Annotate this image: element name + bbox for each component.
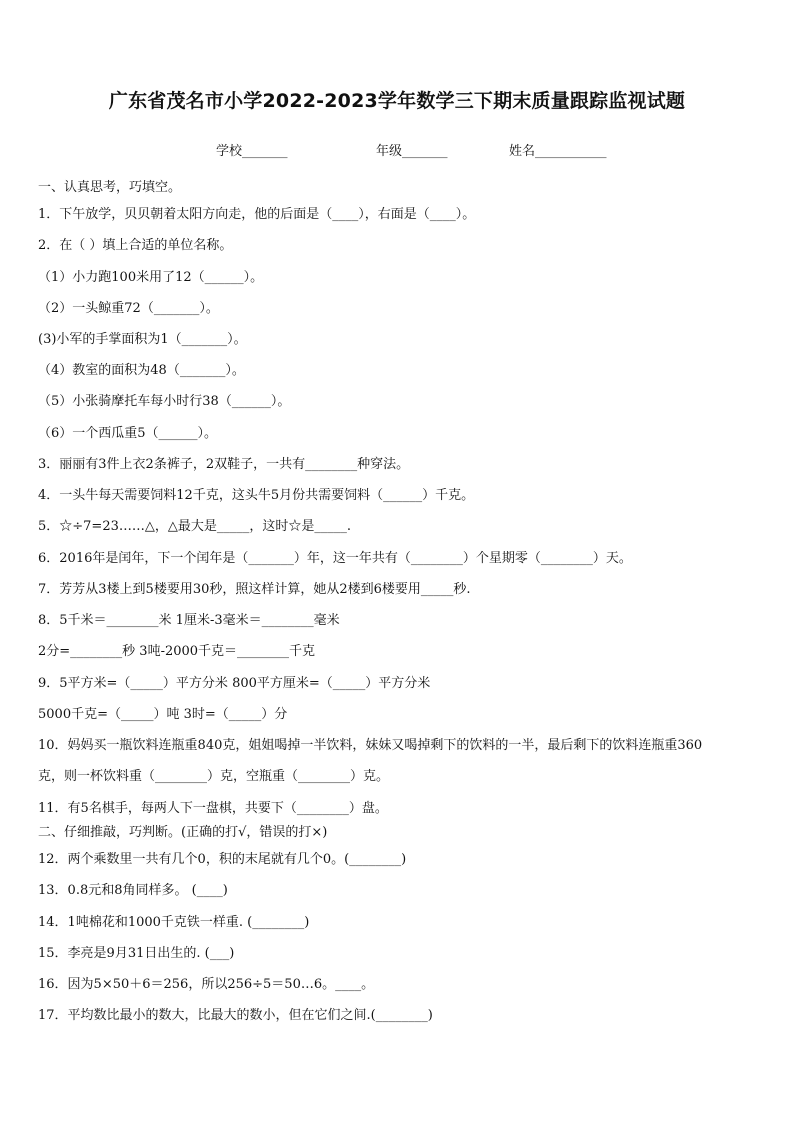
question-8-row-2: 2分=________秒 3吨-2000千克＝________千克 — [38, 644, 316, 659]
question-13: 13．0.8元和8角同样多。 (____) — [38, 883, 228, 898]
question-16: 16．因为5×50＋6＝256，所以256÷5＝50…6。____。 — [38, 977, 375, 992]
question-2-sub-4: （4）教室的面积为48（_______）。 — [38, 363, 245, 378]
section-heading-fill: 一、认真思考，巧填空。 — [38, 180, 182, 195]
question-7: 7．芳芳从3楼上到5楼要用30秒，照这样计算，她从2楼到6楼要用_____秒. — [38, 582, 471, 597]
question-2: 2．在（ ）填上合适的单位名称。 — [38, 238, 233, 253]
question-3: 3．丽丽有3件上衣2条裤子，2双鞋子，一共有________种穿法。 — [38, 457, 410, 472]
school-field: 学校_______ — [216, 144, 288, 159]
question-2-sub-2: （2）一头鲸重72（_______）。 — [38, 301, 219, 316]
question-2-sub-3: (3)小军的手掌面积为1（_______）。 — [38, 332, 247, 347]
question-17: 17．平均数比最小的数大，比最大的数小，但在它们之间.(________) — [38, 1008, 433, 1023]
question-2-sub-5: （5）小张骑摩托车每小时行38（______）。 — [38, 394, 291, 409]
question-4: 4．一头牛每天需要饲料12千克，这头牛5月份共需要饲料（______）千克。 — [38, 488, 475, 503]
question-10-line-2: 克，则一杯饮料重（________）克，空瓶重（________）克。 — [38, 769, 390, 784]
question-14: 14．1吨棉花和1000千克铁一样重. (________) — [38, 915, 310, 930]
question-9-row-1: 9．5平方米=（_____）平方分米 800平方厘米=（_____）平方分米 — [38, 676, 431, 691]
question-2-sub-6: （6）一个西瓜重5（______）。 — [38, 426, 218, 441]
question-10-line-1: 10．妈妈买一瓶饮料连瓶重840克，姐姐喝掉一半饮料，妹妹又喝掉剩下的饮料的一半，最后剩下的饮料连瓶重360 — [38, 738, 703, 753]
question-11: 11．有5名棋手，每两人下一盘棋，共要下（________）盘。 — [38, 801, 388, 816]
question-1: 1．下午放学，贝贝朝着太阳方向走，他的后面是（____），右面是（____）。 — [38, 207, 476, 222]
section-heading-judge: 二、仔细推敲，巧判断。(正确的打√，错误的打×) — [38, 825, 328, 840]
question-9-row-2: 5000千克=（_____）吨 3时=（_____）分 — [38, 707, 288, 722]
question-15: 15．李亮是9月31日出生的. (___) — [38, 946, 235, 961]
question-6: 6．2016年是闰年，下一个闰年是（_______）年，这一年共有（________）个星期零（________）天。 — [38, 551, 632, 566]
page-title: 广东省茂名市小学2022-2023学年数学三下期末质量跟踪监视试题 — [108, 90, 686, 112]
question-12: 12．两个乘数里一共有几个0，积的末尾就有几个0。(________) — [38, 852, 407, 867]
grade-field: 年级_______ — [376, 144, 448, 159]
question-8-row-1: 8．5千米＝________米 1厘米-3毫米＝________毫米 — [38, 613, 340, 628]
name-field: 姓名___________ — [509, 144, 607, 159]
question-2-sub-1: （1）小力跑100米用了12（______）。 — [38, 270, 264, 285]
question-5: 5．☆÷7=23……△，△最大是_____，这时☆是_____. — [38, 519, 351, 534]
